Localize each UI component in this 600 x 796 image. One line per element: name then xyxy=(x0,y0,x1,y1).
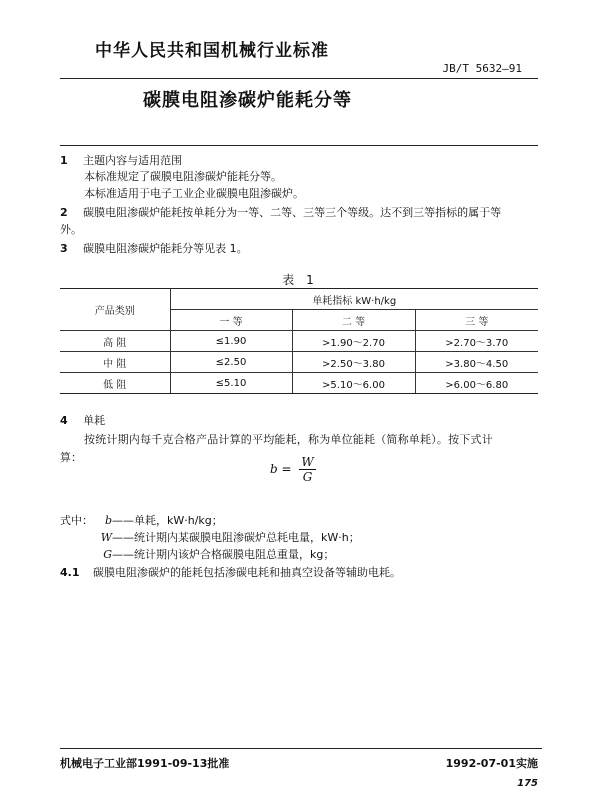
header-rule xyxy=(60,78,538,79)
definition-symbol: b xyxy=(104,514,112,527)
cell-grade-2: >2.50～3.80 xyxy=(292,352,415,373)
page-number: 175 xyxy=(517,778,538,789)
section-3-paragraph xyxy=(60,241,248,256)
definition-symbol: G xyxy=(103,548,112,561)
effective-date: 1992-07-01实施 xyxy=(445,757,538,770)
cell-grade-2: >1.90～2.70 xyxy=(292,331,415,352)
section-text: 碳膜电阻渗碳炉的能耗包括渗碳电耗和抽真空设备等辅助电耗。 xyxy=(93,566,401,579)
table-row xyxy=(60,331,538,352)
cell-grade-3: >2.70～3.70 xyxy=(415,331,538,352)
section-1-heading xyxy=(60,153,182,168)
definition-b xyxy=(98,513,223,528)
row-label: 低 阻 xyxy=(60,373,170,394)
section-number: 1 xyxy=(60,154,68,167)
section-4-paragraph-cont: 算： xyxy=(60,451,82,464)
definition-g xyxy=(98,547,334,562)
approval-date: 机械电子工业部1991-09-13批准 xyxy=(60,757,230,770)
formula-numerator: W xyxy=(301,455,314,469)
section-2-paragraph-cont: 外。 xyxy=(60,223,82,236)
section-4-paragraph: 按统计期内每千克合格产品计算的平均能耗，称为单位能耗（简称单耗）。按下式计 xyxy=(84,433,493,446)
standard-org-heading: 中华人民共和国机械行业标准 xyxy=(95,41,329,61)
definition-text: ——单耗，kW·h/kg； xyxy=(112,514,223,527)
cell-grade-3: >6.00～6.80 xyxy=(415,373,538,394)
section-title: 主题内容与适用范围 xyxy=(83,154,183,167)
cell-grade-1: ≤2.50 xyxy=(170,352,292,373)
standard-code: JB/T 5632—91 xyxy=(442,62,522,75)
title-rule xyxy=(60,145,538,146)
definition-w xyxy=(98,530,360,545)
section-number: 3 xyxy=(60,242,68,255)
table-header-row xyxy=(60,289,538,310)
unit-index-header: 单耗指标 kW·h/kg xyxy=(170,289,538,310)
section-number: 2 xyxy=(60,206,68,219)
formula-lhs: b = xyxy=(270,462,292,476)
cell-grade-1: ≤5.10 xyxy=(170,373,292,394)
section-1-paragraph-1: 本标准规定了碳膜电阻渗碳炉能耗分等。 xyxy=(84,170,282,183)
cell-grade-3: >3.80～4.50 xyxy=(415,352,538,373)
cell-grade-1: ≤1.90 xyxy=(170,331,292,352)
section-text: 碳膜电阻渗碳炉能耗按单耗分为一等、二等、三等三个等级。达不到三等指标的属于等 xyxy=(83,206,502,219)
table-row xyxy=(60,373,538,394)
formula-fraction xyxy=(299,455,315,484)
definition-text: ——统计期内该炉合格碳膜电阻总重量，kg； xyxy=(112,548,335,561)
document-title: 碳膜电阻渗碳炉能耗分等 xyxy=(143,90,352,111)
section-text: 碳膜电阻渗碳炉能耗分等见表 1。 xyxy=(83,242,248,255)
section-number: 4 xyxy=(60,414,68,427)
grade-1-header: 一 等 xyxy=(170,310,292,331)
table-caption: 表 1 xyxy=(282,273,318,287)
row-label: 高 阻 xyxy=(60,331,170,352)
section-2-paragraph xyxy=(60,205,501,220)
energy-grade-table xyxy=(60,288,538,394)
definition-text: ——统计期内某碳膜电阻渗碳炉总耗电量，kW·h； xyxy=(112,531,360,544)
section-1-paragraph-2: 本标准适用于电子工业企业碳膜电阻渗碳炉。 xyxy=(84,187,304,200)
cell-grade-2: >5.10～6.00 xyxy=(292,373,415,394)
grade-3-header: 三 等 xyxy=(415,310,538,331)
footer-rule xyxy=(60,748,542,749)
table-row xyxy=(60,352,538,373)
section-title: 单耗 xyxy=(83,414,106,427)
unit-consumption-formula xyxy=(270,455,316,484)
row-label: 中 阻 xyxy=(60,352,170,373)
formula-denominator: G xyxy=(302,470,313,484)
where-label: 式中： xyxy=(60,514,93,527)
section-4-heading xyxy=(60,413,105,428)
grade-2-header: 二 等 xyxy=(292,310,415,331)
section-4-1-paragraph xyxy=(60,565,401,580)
definition-symbol: W xyxy=(100,531,112,544)
section-number: 4.1 xyxy=(60,566,80,579)
product-category-header: 产品类别 xyxy=(60,289,170,331)
